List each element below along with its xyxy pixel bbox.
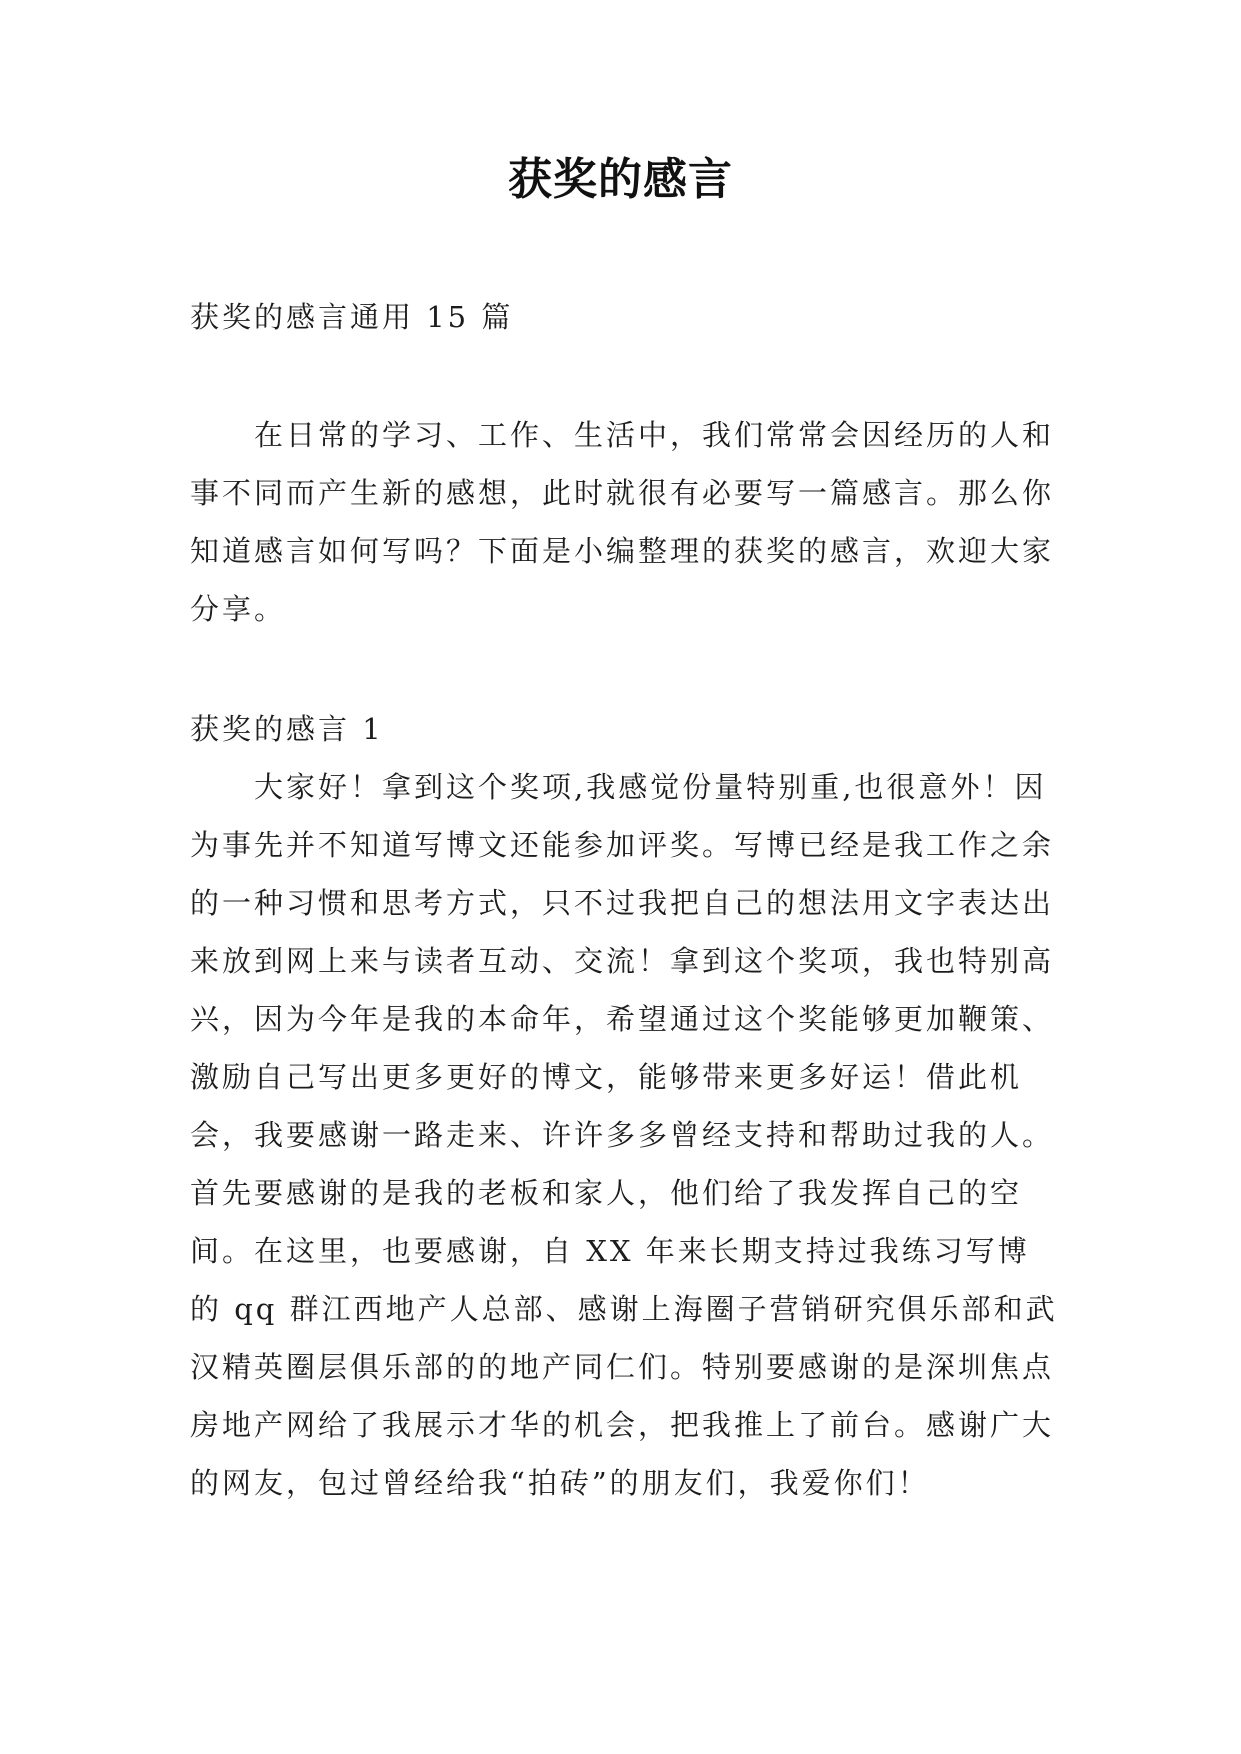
intro-paragraph: 在日常的学习、工作、生活中，我们常常会因经历的人和事不同而产生新的感想，此时就很有必要写一篇感言。那么你知道感言如何写吗？下面是小编整理的获奖的感言，欢迎大家分享。 — [190, 418, 1055, 626]
section-body-paragraph: 大家好！拿到这个奖项,我感觉份量特别重,也很意外！因为事先并不知道写博文还能参加评奖。写博已经是我工作之余的一种习惯和思考方式，只不过我把自己的想法用文字表达出来放到网上来与读者互动、交流！拿到这个奖项，我也特别高兴，因为今年是我的本命年，希望通过这个奖能够更加鞭策、激励自己写出更多更好的博文，能够带来更多好运！借此机会，我要感谢一路走来、许许多多曾经支持和帮助过我的人。首先要感谢的是我的老板和家人，他们给了我发挥自己的空间。在这里，也要感谢，自 XX 年来长期支持过我练习写博的 qq 群江西地产人总部、感谢上海圈子营销研究俱乐部和武汉精英圈层俱乐部的的地产同仁们。特别要感谢的是深圳焦点房地产网给了我展示才华的机会，把我推上了前台。感谢广大的网友，包过曾经给我“拍砖”的朋友们，我爱你们！ — [190, 770, 1058, 1500]
section-heading: 获奖的感言 1 — [190, 712, 384, 746]
document-title: 获奖的感言 — [508, 154, 733, 205]
document-subtitle: 获奖的感言通用 15 篇 — [190, 300, 514, 334]
